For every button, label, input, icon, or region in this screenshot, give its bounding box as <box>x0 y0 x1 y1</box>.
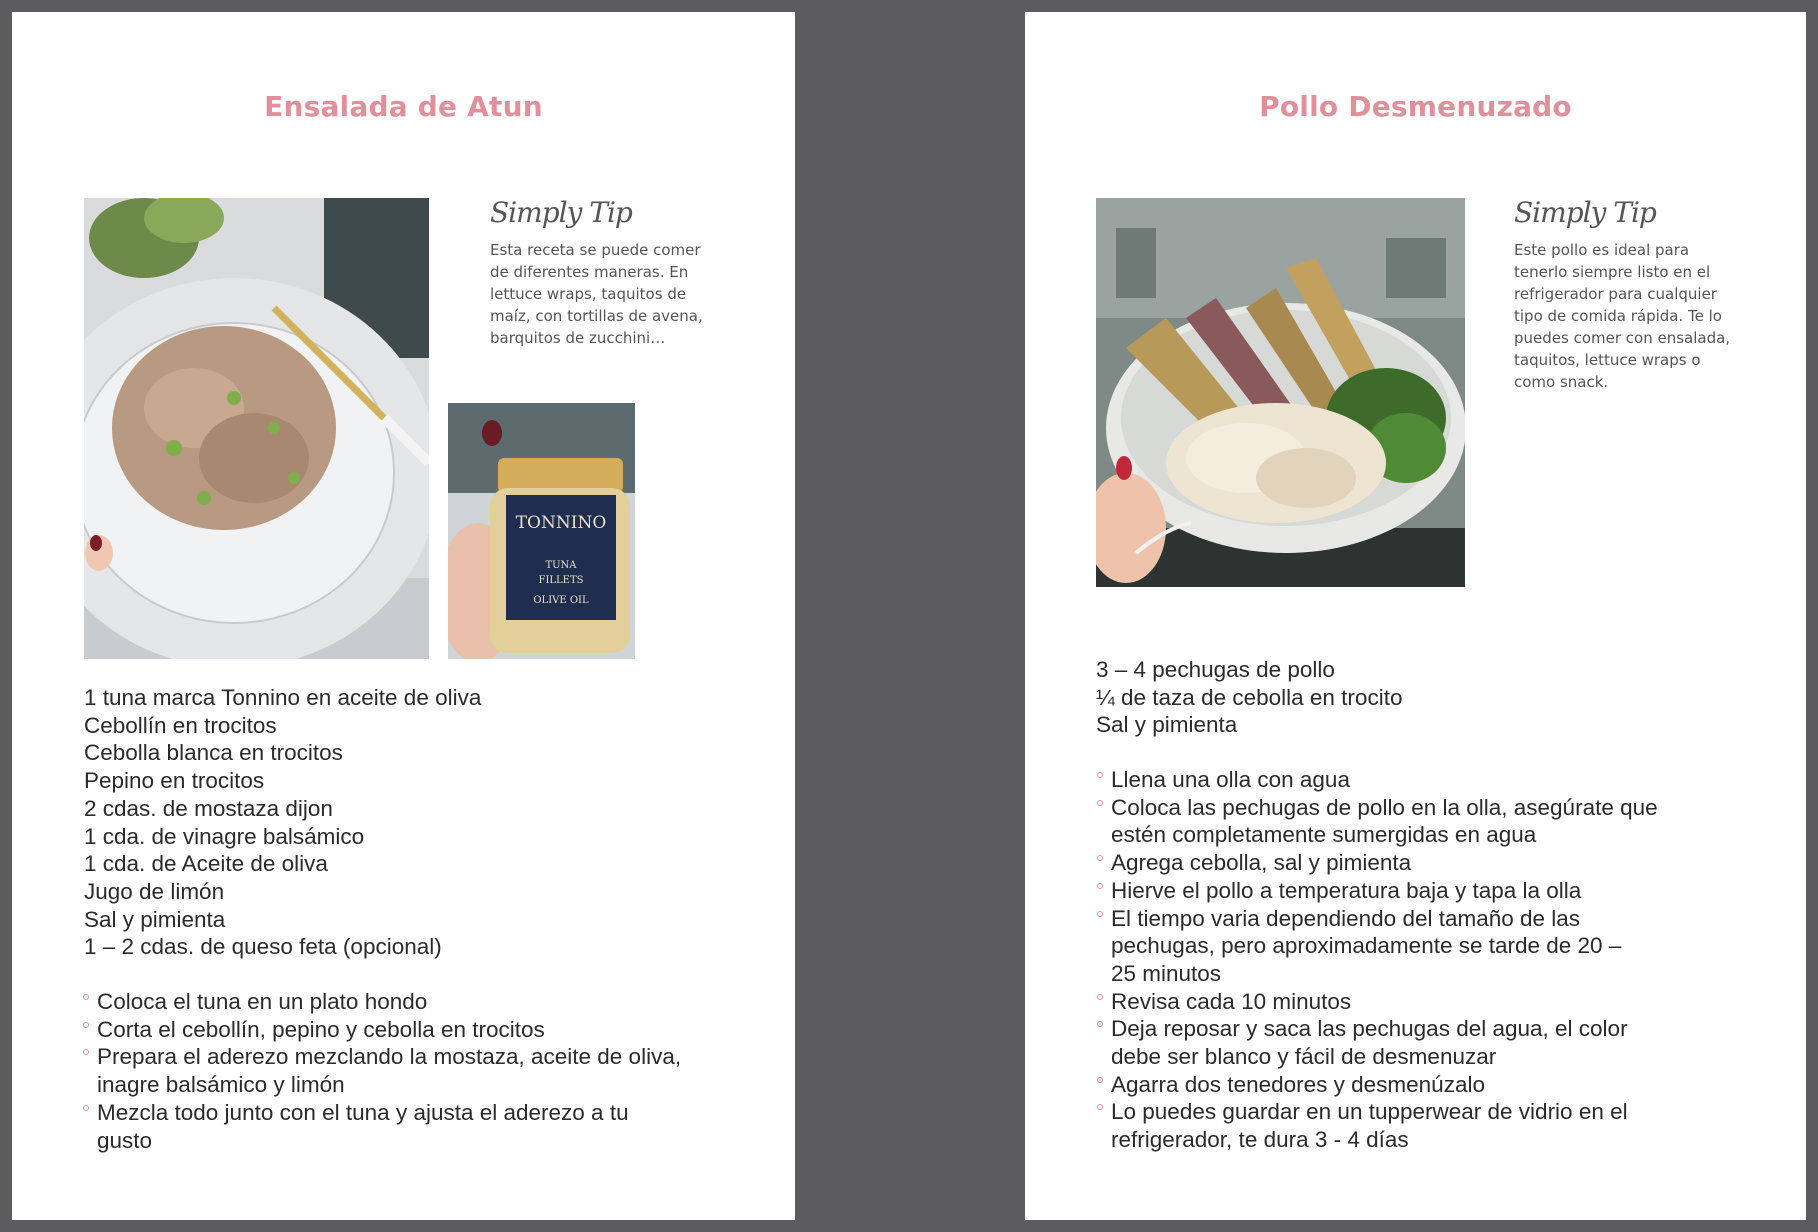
ingredient-item: 1 cda. de vinagre balsámico <box>84 823 365 849</box>
step-item: Revisa cada 10 minutos <box>1096 988 1676 1016</box>
ingredient-item: Pepino en trocitos <box>84 768 265 794</box>
recipe-page-shredded-chicken <box>1025 12 1806 1220</box>
ingredient-item: 2 cdas. de mostaza dijon <box>84 795 333 821</box>
tuna-jar-photo <box>448 403 635 659</box>
tip-heading: Simply Tip <box>490 196 632 229</box>
step-item: Lo puedes guardar en un tupperwear de vidrio en el refrigerador, te dura 3 - 4 días <box>1096 1098 1676 1153</box>
ingredient-item: Jugo de limón <box>84 878 225 904</box>
step-item: Corta el cebollín, pepino y cebolla en trocitos <box>82 1016 682 1044</box>
page-title: Ensalada de Atun <box>264 90 543 123</box>
simply-tip <box>1514 196 1734 393</box>
recipe-page-tuna-salad <box>12 12 795 1220</box>
chicken-bowl-photo <box>1096 198 1465 587</box>
ingredients-list <box>1096 656 1746 739</box>
ingredients-list <box>84 684 734 961</box>
svg-text:OLIVE OIL: OLIVE OIL <box>533 595 589 606</box>
ingredient-item: 1 – 2 cdas. de queso feta (opcional) <box>84 934 442 960</box>
ingredient-item: Cebollín en trocitos <box>84 712 277 738</box>
jar-label-text: TONNINO <box>515 513 607 533</box>
step-item: Deja reposar y saca las pechugas del agua, el color debe ser blanco y fácil de desmenuzar <box>1096 1015 1646 1070</box>
step-item: Prepara el aderezo mezclando la mostaza, aceite de oliva, inagre balsámico y limón <box>82 1043 682 1098</box>
step-item: Coloca las pechugas de pollo en la olla, asegúrate que estén completamente sumergidas en agua <box>1096 794 1676 849</box>
step-item: El tiempo varia dependiendo del tamaño de las pechugas, pero aproximadamente se tarde de 20 – 25 minutos <box>1096 905 1646 988</box>
ingredient-item: ¼ de taza de cebolla en trocito <box>1096 684 1403 710</box>
steps-list <box>1096 766 1676 1154</box>
simply-tip <box>490 196 710 349</box>
svg-text:TUNA: TUNA <box>545 560 577 571</box>
tip-heading: Simply Tip <box>1514 196 1656 229</box>
step-item: Agarra dos tenedores y desmenúzalo <box>1096 1071 1676 1099</box>
step-item: Agrega cebolla, sal y pimienta <box>1096 849 1676 877</box>
step-item: Coloca el tuna en un plato hondo <box>82 988 682 1016</box>
steps-list <box>82 988 682 1154</box>
ingredient-item: 1 tuna marca Tonnino en aceite de oliva <box>84 685 482 710</box>
ingredient-item: Cebolla blanca en trocitos <box>84 740 343 766</box>
tuna-salad-photo <box>84 198 429 659</box>
step-item: Mezcla todo junto con el tuna y ajusta el aderezo a tu gusto <box>82 1099 637 1154</box>
ingredient-item: 3 – 4 pechugas de pollo <box>1096 657 1335 682</box>
tip-text: Este pollo es ideal para tenerlo siempre listo en el refrigerador para cualquier tipo de comida rápida. Te lo puedes comer con ensalada, taquitos, lettuce wraps o como snack. <box>1514 241 1731 391</box>
ingredient-item: Sal y pimienta <box>1096 712 1238 738</box>
ingredient-item: Sal y pimienta <box>84 906 226 932</box>
svg-text:FILLETS: FILLETS <box>538 575 584 586</box>
step-item: Hierve el pollo a temperatura baja y tapa la olla <box>1096 877 1676 905</box>
tip-text: Esta receta se puede comer de diferentes maneras. En lettuce wraps, taquitos de maíz, con tortillas de avena, barquitos de zucchini… <box>490 241 703 347</box>
page-title: Pollo Desmenuzado <box>1259 90 1572 123</box>
step-item: Llena una olla con agua <box>1096 766 1676 794</box>
ingredient-item: 1 cda. de Aceite de oliva <box>84 851 328 877</box>
